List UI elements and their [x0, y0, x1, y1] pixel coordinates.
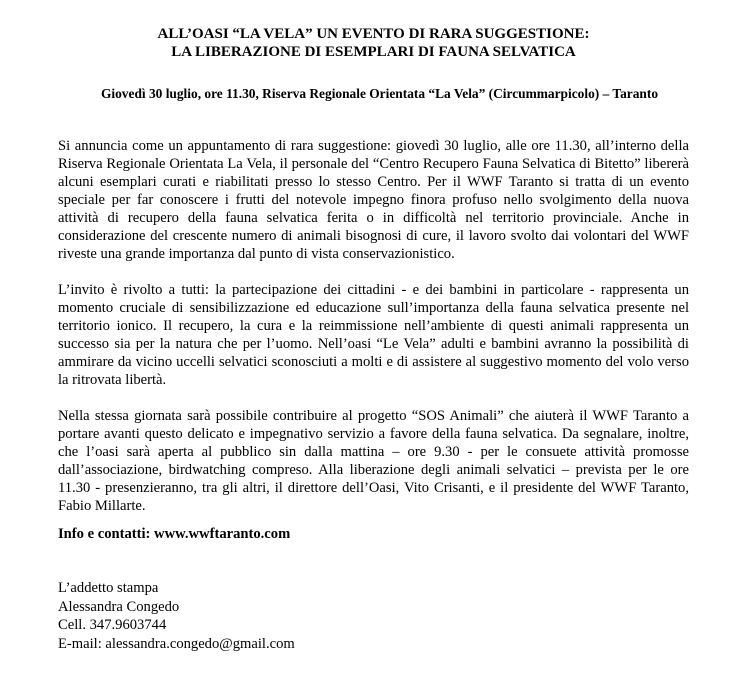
info-contacts-line: Info e contatti: www.wwftaranto.com — [58, 526, 291, 542]
paragraph-invitation: L’invito è rivolto a tutti: la partecipazione dei cittadini - e dei bambini in particolare - rappresenta un momento cruciale di sensibilizzazione ed educazione sull’importanza della fauna selvatica presente nel territorio ionico. Il recupero, la cura e la reimmissione nell’ambiente di questi animali rappresenta un successo sia per la natura che per l’uomo. Nell’oasi “Le Vela” adulti e bambini avranno la possibilità di ammirare da vicino uccelli selvatici sconosciuti a molti e di assistere al suggestivo momento del volo verso la ritrovata libertà. — [58, 282, 689, 388]
press-release-page — [58, 0, 689, 653]
title-line-2: LA LIBERAZIONE DI ESEMPLARI DI FAUNA SELVATICA — [171, 44, 576, 60]
document-title — [58, 25, 689, 61]
paragraph-announcement: Si annuncia come un appuntamento di rara suggestione: giovedì 30 luglio, alle ore 11.30, all’interno della Riserva Regionale Orientata La Vela, il personale del “Centro Recupero Fauna Selvatica di Bitetto” libererà alcuni esemplari curati e riabilitati presso lo stesso Centro. Per il WWF Taranto si tratta di un evento speciale per far conoscere i frutti del notevole impegno finora profuso nello svolgimento della nuova attività di recupero della fauna selvatica ferita o in difficoltà nel territorio provinciale. Anche in considerazione del crescente numero di animali bisognosi di cure, il lavoro svolto dai volontari del WWF riveste una grande importanza dal punto di vista conservazionistico. — [58, 138, 689, 262]
signature-role: L’addetto stampa — [58, 580, 159, 596]
paragraph-sos-animali: Nella stessa giornata sarà possibile contribuire al progetto “SOS Animali” che aiuterà il WWF Taranto a portare avanti questo delicato e impegnativo servizio a favore della fauna selvatica. Da segnalare, inoltre, che l’oasi sarà aperta al pubblico sin dalla mattina – ore 9.30 - per le consuete attività promosse dall’associazione, birdwatching compreso. Alla liberazione degli animali selvatici – prevista per le ore 11.30 - presenzieranno, tra gli altri, il direttore dell’Oasi, Vito Crisanti, e il presidente del WWF Taranto, Fabio Millarte. — [58, 408, 689, 514]
signature-block — [58, 579, 689, 653]
signature-email: E-mail: alessandra.congedo@gmail.com — [58, 635, 295, 652]
signature-name: Alessandra Congedo — [58, 598, 180, 615]
event-details-subtitle: Giovedì 30 luglio, ore 11.30, Riserva Regionale Orientata “La Vela” (Circummarpicolo) – Taranto — [100, 86, 659, 101]
signature-phone: Cell. 347.9603744 — [58, 617, 167, 633]
title-line-1: ALL’OASI “LA VELA” UN EVENTO DI RARA SUGGESTIONE: — [157, 26, 590, 42]
